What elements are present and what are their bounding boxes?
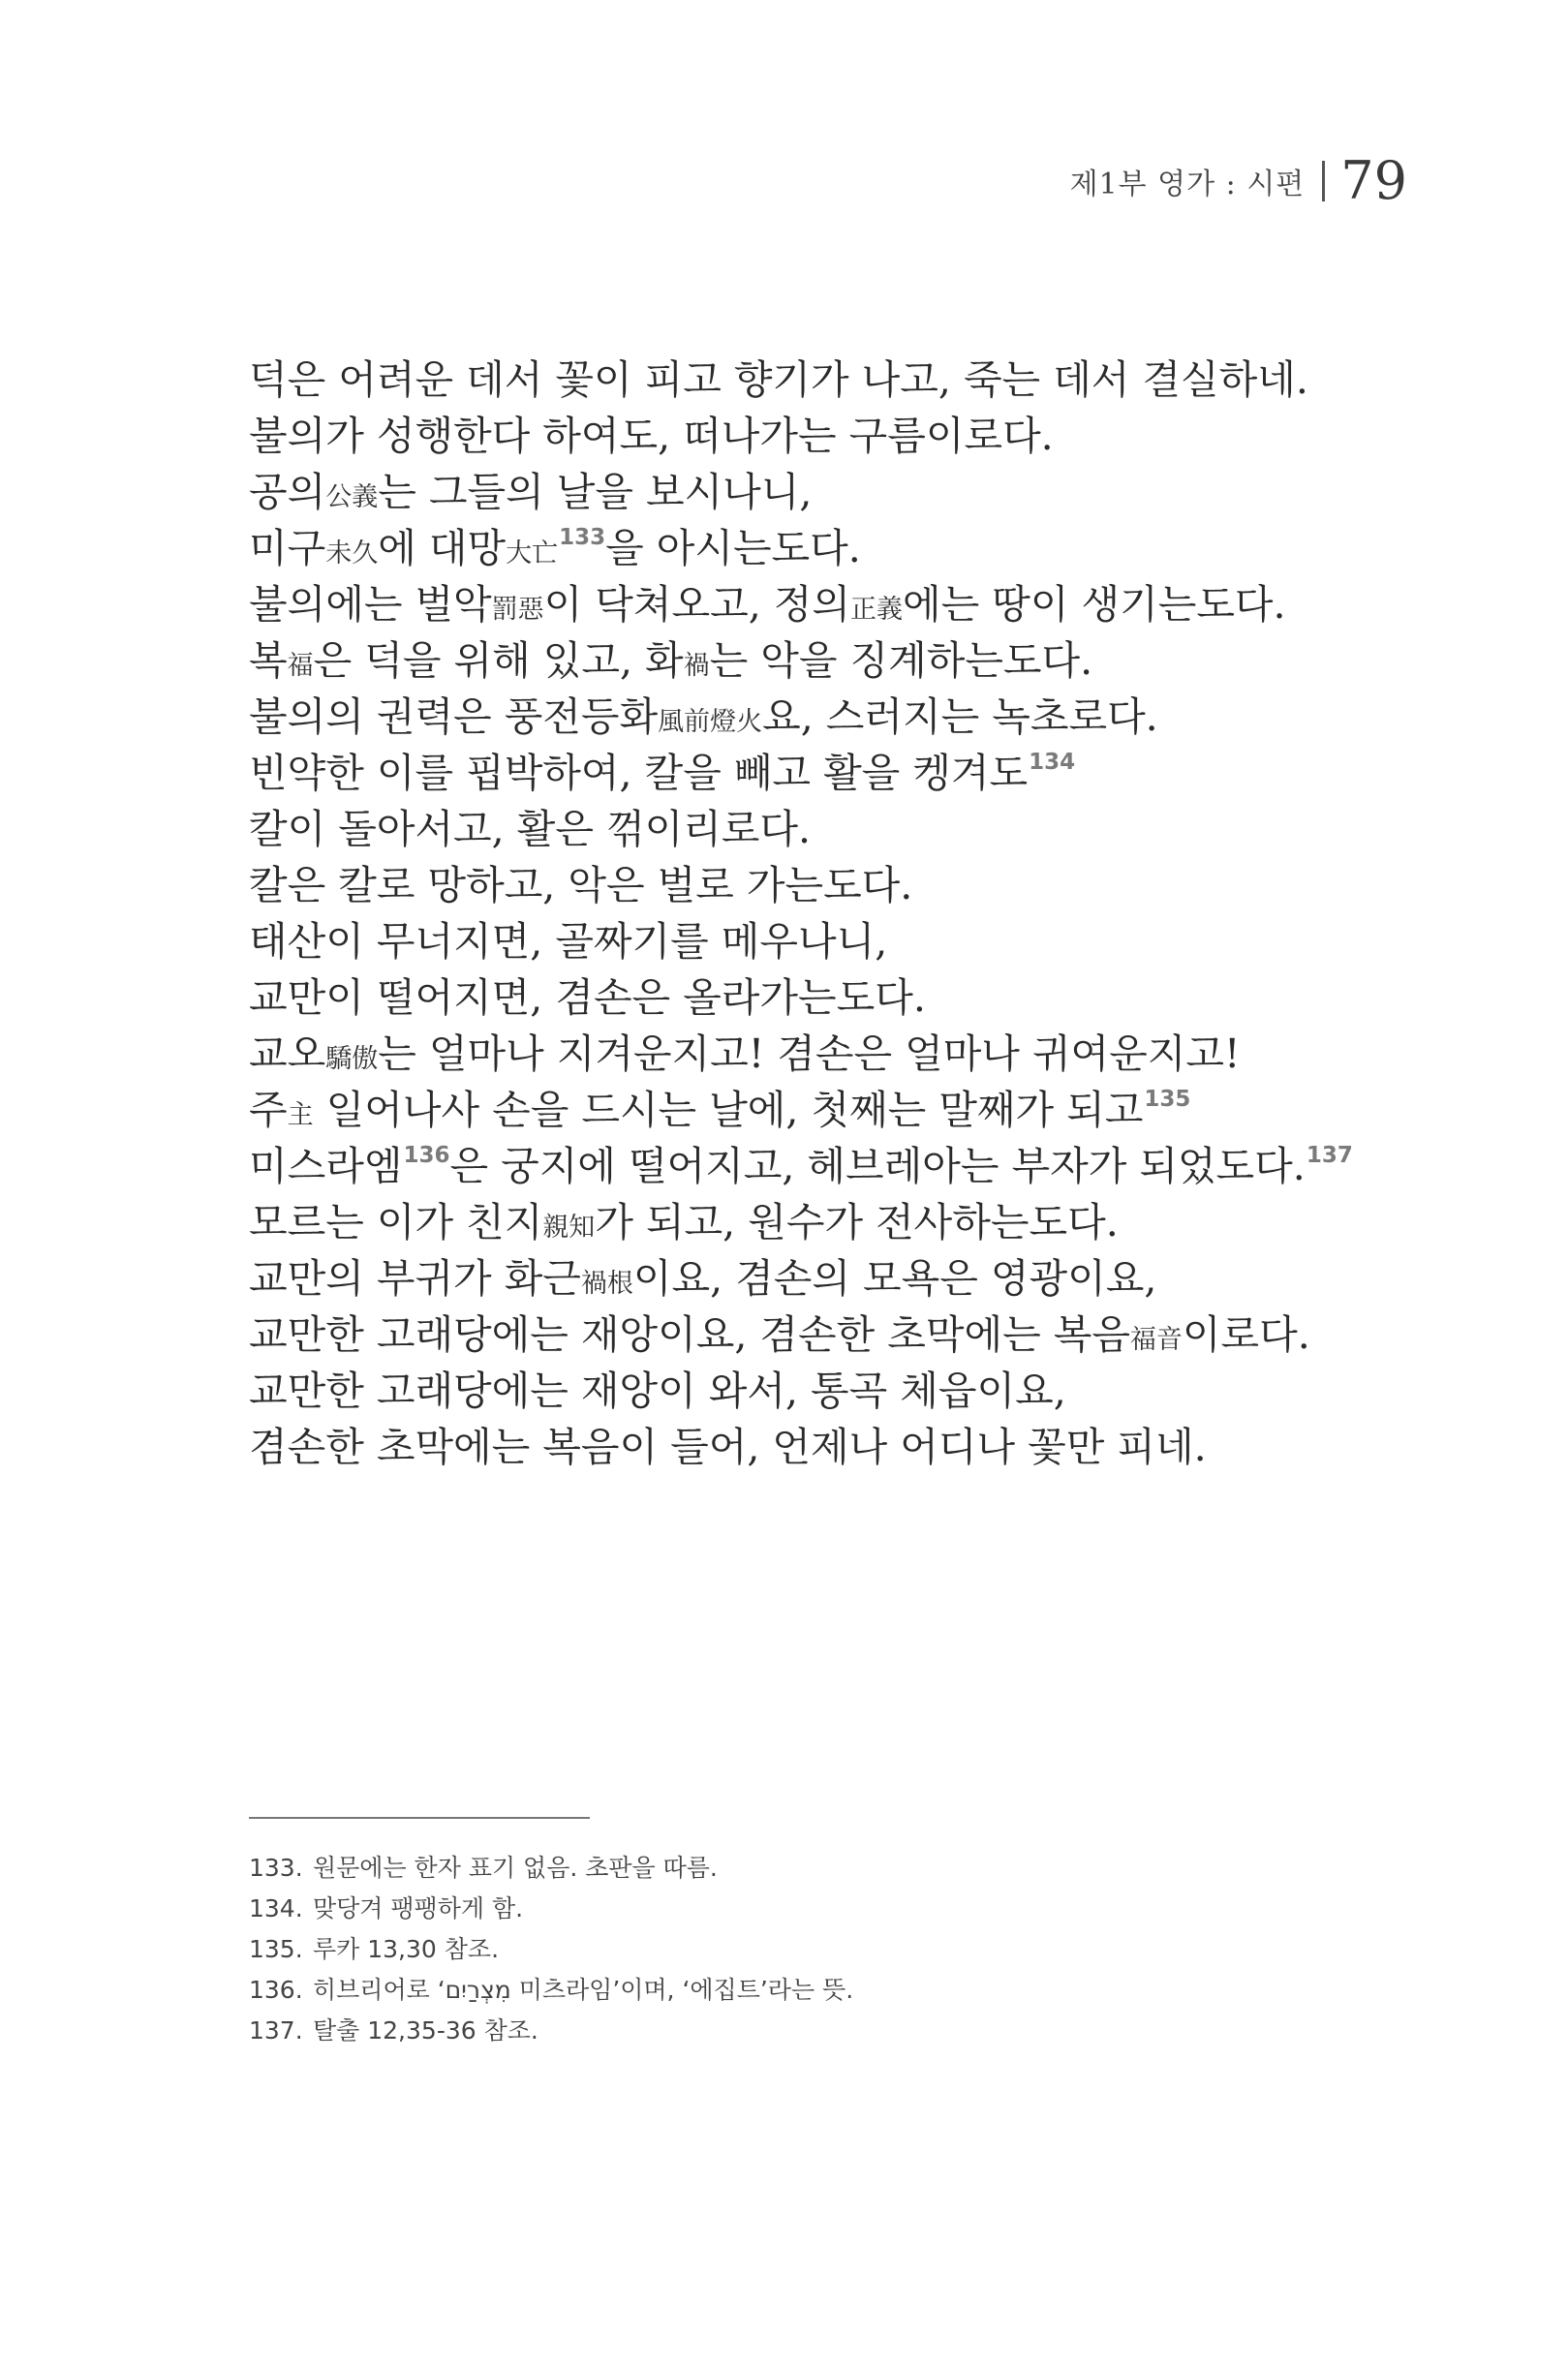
poem-line: 공의公義는 그들의 날을 보시나니, [249, 469, 813, 515]
hanja-gloss: 禍根 [580, 1269, 633, 1299]
hanja-gloss: 正義 [850, 595, 904, 625]
poem-line: 칼이 돌아서고, 활은 꺾이리로다. [249, 806, 812, 852]
poem-line: 불의의 권력은 풍전등화風前燈火요, 스러지는 녹초로다. [249, 693, 1158, 740]
footnote-number: 134. [249, 1894, 303, 1922]
poem-line: 교만의 부귀가 화근禍根이요, 겸손의 모욕은 영광이요, [249, 1255, 1157, 1302]
footnote-rule [249, 1817, 590, 1819]
footnote-text: 루카 13,30 참조. [313, 1935, 500, 1963]
hanja-gloss: 福音 [1129, 1325, 1183, 1355]
poem-line: 태산이 무너지면, 골짜기를 메우나니, [249, 918, 888, 965]
footnote-ref: 134 [1029, 750, 1076, 775]
running-header [1070, 150, 1407, 211]
poem-line: 주主 일어나사 손을 드시는 날에, 첫째는 말째가 되고$^{135}$ [249, 1087, 1191, 1133]
footnote-text: 히브리어로 ‘מִצְרַיִם 미츠라임’이며, ‘에집트’라는 뜻. [313, 1976, 854, 2004]
footnote-text: 탈출 12,35-36 참조. [313, 2016, 538, 2045]
poem-line: 교오驕傲는 얼마나 지겨운지고! 겸손은 얼마나 귀여운지고! [249, 1030, 1241, 1077]
hanja-gloss: 禍 [683, 651, 710, 681]
hanja-gloss: 未久 [325, 538, 379, 569]
poem-line: 미스라엠$^{136}$은 궁지에 떨어지고, 헤브레아는 부자가 되었도다.$^{137}$ [249, 1143, 1353, 1189]
hanja-gloss: 驕傲 [325, 1044, 379, 1074]
hanja-gloss: 主 [287, 1100, 314, 1130]
footnote-number: 136. [249, 1976, 303, 2004]
hanja-gloss: 罰惡 [491, 595, 544, 625]
hanja-gloss: 福 [287, 651, 314, 681]
footnote-ref: 135 [1144, 1087, 1191, 1112]
poem-line: 불의에는 벌악罰惡이 닥쳐오고, 정의正義에는 땅이 생기는도다. [249, 581, 1286, 628]
poem-line: 복福은 덕을 위해 있고, 화禍는 악을 징계하는도다. [249, 637, 1093, 684]
poem-line: 미구未久에 대망大亡$^{133}$을 아시는도다. [249, 525, 861, 571]
footnote-number: 133. [249, 1854, 303, 1882]
footnote-item [249, 2011, 853, 2051]
poem-body [249, 354, 1353, 1477]
poem-line: 교만한 고래당에는 재앙이 와서, 통곡 체읍이요, [249, 1368, 1066, 1414]
footnote-item [249, 1848, 853, 1889]
footnote-ref: 133 [559, 525, 606, 550]
header-divider [1322, 161, 1325, 201]
footnote-text: 원문에는 한자 표기 없음. 초판을 따름. [313, 1854, 718, 1882]
hanja-gloss: 大亡 [506, 538, 559, 569]
poem-line: 겸손한 초막에는 복음이 들어, 언제나 어디나 꽃만 피네. [249, 1424, 1207, 1470]
poem-line: 불의가 성행한다 하여도, 떠나가는 구름이로다. [249, 413, 1054, 459]
poem-line: 칼은 칼로 망하고, 악은 벌로 가는도다. [249, 862, 913, 908]
poem-line: 모르는 이가 친지親知가 되고, 원수가 전사하는도다. [249, 1199, 1119, 1246]
poem-line: 덕은 어려운 데서 꽃이 피고 향기가 나고, 죽는 데서 결실하네. [249, 356, 1308, 403]
footnote-number: 135. [249, 1935, 303, 1963]
footnotes [249, 1848, 853, 2051]
poem-line: 교만한 고래당에는 재앙이요, 겸손한 초막에는 복음福音이로다. [249, 1311, 1310, 1358]
hanja-gloss: 親知 [542, 1213, 596, 1243]
hanja-gloss: 風前燈火 [658, 707, 763, 737]
footnote-ref: 137 [1306, 1143, 1353, 1168]
poem-line: 빈약한 이를 핍박하여, 칼을 빼고 활을 켕겨도$^{134}$ [249, 750, 1076, 796]
footnote-number: 137. [249, 2016, 303, 2045]
page-number: 79 [1340, 150, 1407, 211]
footnote-item [249, 1970, 853, 2011]
footnote-item [249, 1889, 853, 1929]
hanja-gloss: 公義 [325, 482, 379, 512]
footnote-item [249, 1929, 853, 1970]
footnote-ref: 136 [403, 1143, 450, 1168]
footnote-text: 맞당겨 팽팽하게 함. [313, 1894, 524, 1922]
section-title: 제1부 영가 : 시편 [1069, 167, 1306, 201]
poem-line: 교만이 떨어지면, 겸손은 올라가는도다. [249, 974, 926, 1021]
